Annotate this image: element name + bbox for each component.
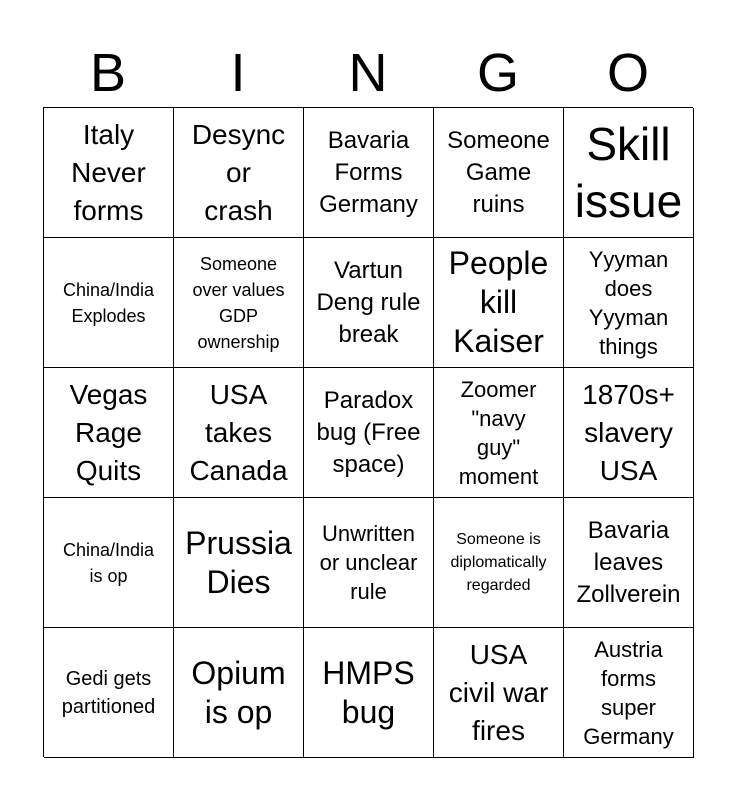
- free-space-cell[interactable]: [304, 368, 434, 498]
- cell-text: Bavaria leaves Zollverein: [576, 516, 681, 608]
- cell-text: People kill Kaiser: [448, 245, 549, 359]
- bingo-cell[interactable]: [564, 628, 694, 758]
- cell-text: Unwritten or unclear rule: [319, 521, 418, 604]
- bingo-cell[interactable]: [174, 368, 304, 498]
- cell-text: Paradox bug (Free space): [316, 386, 421, 478]
- bingo-cell[interactable]: [44, 498, 174, 628]
- cell-text: USA takes Canada: [189, 378, 288, 486]
- cell-text: HMPS bug: [322, 654, 415, 730]
- cell-text: Skill issue: [574, 117, 683, 227]
- cell-text: Someone over values GDP ownership: [192, 253, 285, 352]
- bingo-cell[interactable]: [304, 238, 434, 368]
- cell-text: Someone is diplomatically regarded: [450, 531, 547, 594]
- header-letter-i: I: [230, 43, 246, 103]
- bingo-cell[interactable]: [44, 238, 174, 368]
- cell-text: Gedi gets partitioned: [61, 667, 156, 718]
- bingo-cell[interactable]: [434, 108, 564, 238]
- cell-text: Austria forms super Germany: [583, 636, 674, 749]
- bingo-cell[interactable]: [174, 238, 304, 368]
- header-letter-b: B: [89, 43, 127, 103]
- bingo-cell[interactable]: [174, 628, 304, 758]
- cell-text: Desync or crash: [191, 118, 286, 226]
- bingo-cell[interactable]: [564, 108, 694, 238]
- cell-text: Italy Never forms: [71, 118, 146, 226]
- bingo-cell[interactable]: [174, 108, 304, 238]
- bingo-cell[interactable]: [304, 628, 434, 758]
- header-letter-g: G: [476, 43, 519, 103]
- header-letter-o: O: [606, 43, 649, 103]
- cell-text: Prussia Dies: [185, 524, 292, 600]
- cell-text: Vegas Rage Quits: [69, 378, 148, 486]
- cell-text: Zoomer "navy guy" moment: [458, 376, 539, 489]
- bingo-header: [43, 38, 693, 108]
- cell-text: China/India Explodes: [62, 279, 155, 326]
- header-letter-n: N: [348, 43, 388, 103]
- bingo-cell[interactable]: [304, 108, 434, 238]
- bingo-cell[interactable]: [44, 368, 174, 498]
- bingo-cell[interactable]: [434, 368, 564, 498]
- bingo-cell[interactable]: [564, 238, 694, 368]
- bingo-cell[interactable]: [564, 368, 694, 498]
- bingo-cell[interactable]: [44, 108, 174, 238]
- cell-text: China/India is op: [62, 539, 155, 586]
- bingo-cell[interactable]: [304, 498, 434, 628]
- bingo-cell[interactable]: [44, 628, 174, 758]
- bingo-cell[interactable]: [434, 238, 564, 368]
- cell-text: Someone Game ruins: [447, 126, 550, 218]
- cell-text: USA civil war fires: [448, 638, 549, 746]
- bingo-cell[interactable]: [434, 628, 564, 758]
- cell-text: Opium is op: [191, 654, 286, 730]
- cell-text: 1870s+ slavery USA: [582, 378, 675, 486]
- bingo-cell[interactable]: [564, 498, 694, 628]
- cell-text: Yyyman does Yyyman things: [588, 246, 669, 359]
- bingo-grid: [43, 107, 693, 757]
- cell-text: Vartun Deng rule break: [316, 256, 421, 348]
- bingo-cell[interactable]: [174, 498, 304, 628]
- cell-text: Bavaria Forms Germany: [319, 126, 418, 218]
- bingo-cell[interactable]: [434, 498, 564, 628]
